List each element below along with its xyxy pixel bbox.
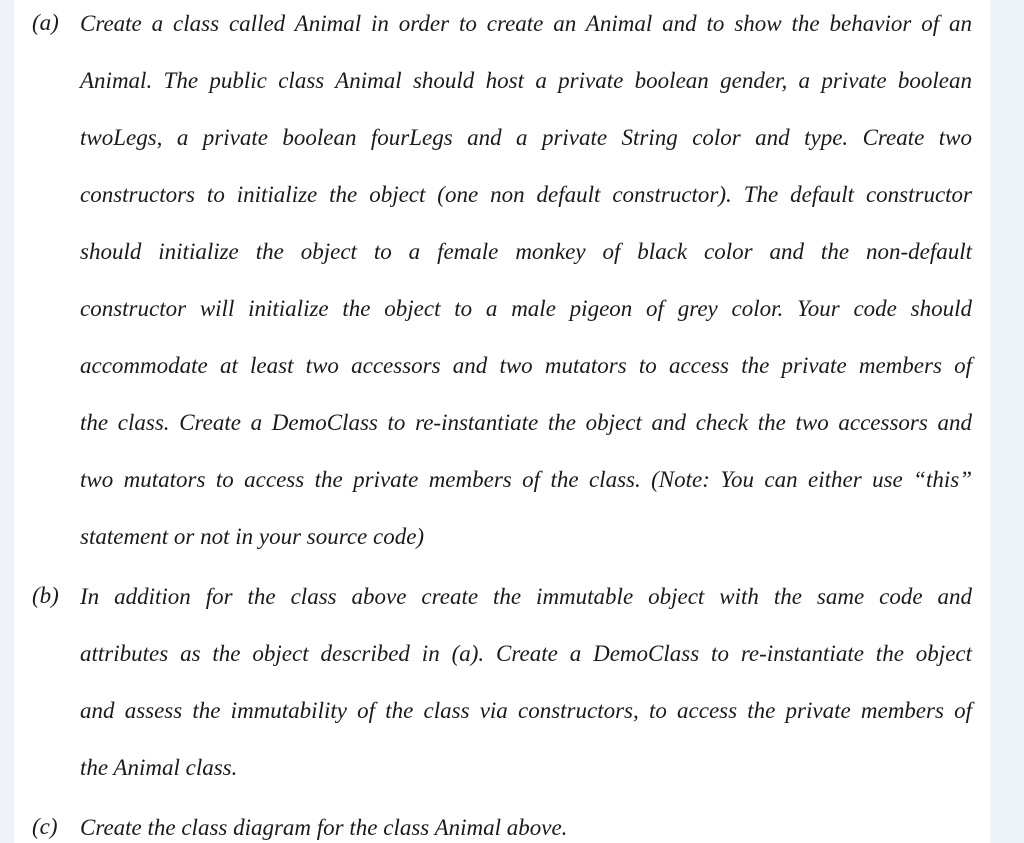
text-line: In addition for the class above create the immutable object with the same code and — [80, 584, 972, 609]
text-line: two mutators to access the private members of the class. (Note: You can either use “this” — [80, 467, 972, 492]
text-line: should initialize the object to a female monkey of black color and the non-default — [80, 239, 972, 264]
item-label: (c) — [32, 814, 58, 839]
text-line: accommodate at least two accessors and two mutators to access the private members of — [80, 353, 972, 378]
text-line: constructors to initialize the object (one non default constructor). The default constructor — [80, 182, 972, 207]
item-label: (b) — [32, 583, 59, 608]
text-line: statement or not in your source code) — [80, 524, 425, 549]
text-line: Create a class called Animal in order to create an Animal and to show the behavior of an — [80, 11, 972, 36]
text-line: Animal. The public class Animal should host a private boolean gender, a private boolean — [80, 68, 972, 93]
text-line: twoLegs, a private boolean fourLegs and a private String color and type. Create two — [80, 125, 972, 150]
text-line: the class. Create a DemoClass to re-instantiate the object and check the two accessors and — [80, 410, 972, 435]
text-line: attributes as the object described in (a). Create a DemoClass to re-instantiate the object — [80, 641, 972, 666]
document-page — [14, 0, 990, 843]
text-line: Create the class diagram for the class Animal above. — [80, 815, 568, 840]
text-line: and assess the immutability of the class via constructors, to access the private members of — [80, 698, 972, 723]
item-label: (a) — [32, 10, 59, 35]
text-line: the Animal class. — [80, 755, 238, 780]
text-line: constructor will initialize the object to a male pigeon of grey color. Your code should — [80, 296, 972, 321]
